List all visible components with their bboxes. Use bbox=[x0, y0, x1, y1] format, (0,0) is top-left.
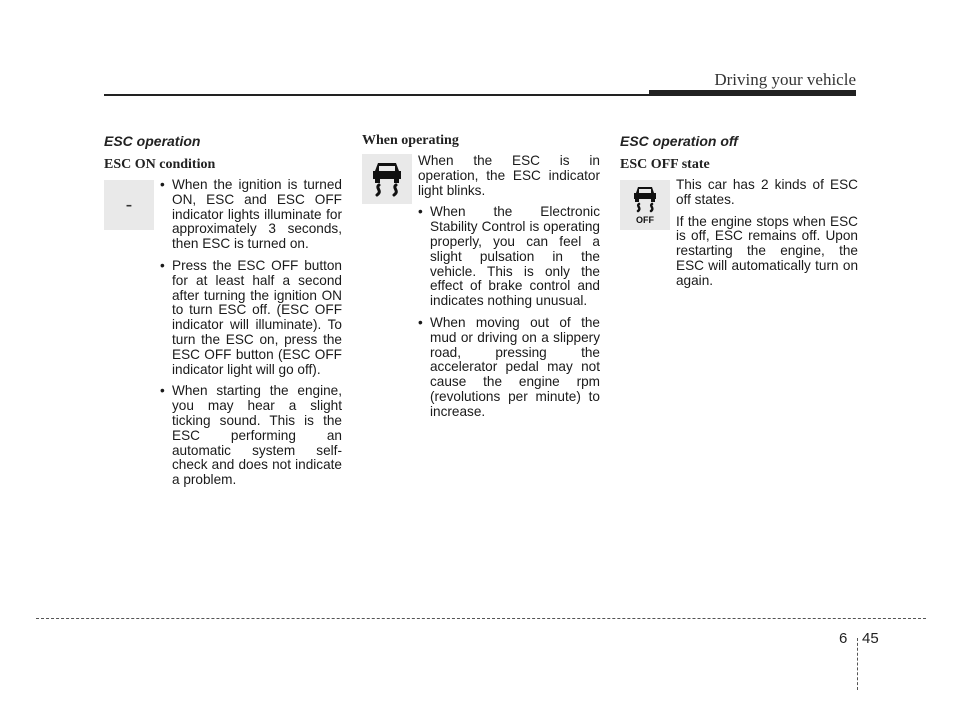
bullet-text: Press the ESC OFF button for at least half a second after turning the ignition ON to turn ESC off. (ESC OFF indicator will illuminate). To turn the ESC on, press the ESC OFF button (ESC OFF indicator light will go off). bbox=[172, 257, 342, 377]
list-item bbox=[160, 384, 342, 488]
bullet-icon: • bbox=[160, 177, 165, 192]
bullet-icon: • bbox=[160, 383, 165, 399]
esc-indicator-placeholder-icon bbox=[104, 180, 154, 230]
page-number: 45 bbox=[862, 630, 879, 647]
esc-off-text bbox=[676, 178, 858, 289]
section-heading-esc-off: ESC operation off bbox=[620, 133, 738, 149]
bullet-text: When moving out of the mud or driving on a slippery road, pressing the accelerator pedal may not cause the engine rpm (revolutions per minute) to increase. bbox=[430, 314, 600, 419]
chapter-number: 6 bbox=[839, 630, 848, 647]
column-when-operating bbox=[362, 132, 600, 427]
sub-heading-when-operating: When operating bbox=[362, 133, 459, 148]
chapter-title: Driving your vehicle bbox=[714, 70, 856, 89]
bullet-icon: • bbox=[160, 257, 165, 273]
sub-heading-esc-on: ESC ON condition bbox=[104, 157, 216, 172]
off-label: OFF bbox=[636, 215, 654, 225]
header-rule-accent bbox=[649, 90, 856, 96]
bullet-text: When the Electronic Stability Control is operating properly, you can feel a slight pulsation in the vehicle. This is only the effect of brake control and indicates nothing unusual. bbox=[430, 204, 600, 309]
esc-off-paragraph: If the engine stops when ESC is off, ESC remains off. Upon restarting the engine, the ESC will automatically turn on again. bbox=[676, 213, 858, 288]
footer-divider bbox=[857, 638, 858, 690]
list-item bbox=[160, 259, 342, 377]
esc-indicator-icon bbox=[362, 154, 412, 204]
esc-off-paragraph: This car has 2 kinds of ESC off states. bbox=[676, 177, 858, 207]
list-item bbox=[418, 205, 600, 309]
skidding-car-icon bbox=[365, 157, 409, 201]
bullet-text: When starting the engine, you may hear a slight ticking sound. This is the ESC performing an automatic system self-check and does not indicate a problem. bbox=[172, 383, 342, 488]
bullet-icon: • bbox=[418, 204, 423, 220]
bullet-icon: • bbox=[418, 314, 423, 330]
dash-icon: - bbox=[125, 193, 133, 216]
esc-on-bullet-list bbox=[160, 178, 342, 488]
column-esc-operation-off bbox=[620, 132, 858, 296]
when-operating-intro: When the ESC is in operation, the ESC indicator light blinks. bbox=[418, 153, 600, 198]
column-esc-operation bbox=[104, 132, 342, 495]
section-heading-esc-operation: ESC operation bbox=[104, 133, 201, 149]
esc-off-car-icon bbox=[623, 183, 667, 227]
list-item bbox=[160, 178, 342, 252]
when-operating-bullet-list bbox=[418, 205, 600, 419]
sub-heading-esc-off-state: ESC OFF state bbox=[620, 157, 710, 172]
bullet-text: When the ignition is turned ON, ESC and ESC OFF indicator lights illuminate for approximately 3 seconds, then ESC is turned on. bbox=[172, 177, 342, 252]
esc-off-indicator-icon bbox=[620, 180, 670, 230]
list-item bbox=[418, 316, 600, 420]
footer-rule bbox=[36, 618, 926, 619]
